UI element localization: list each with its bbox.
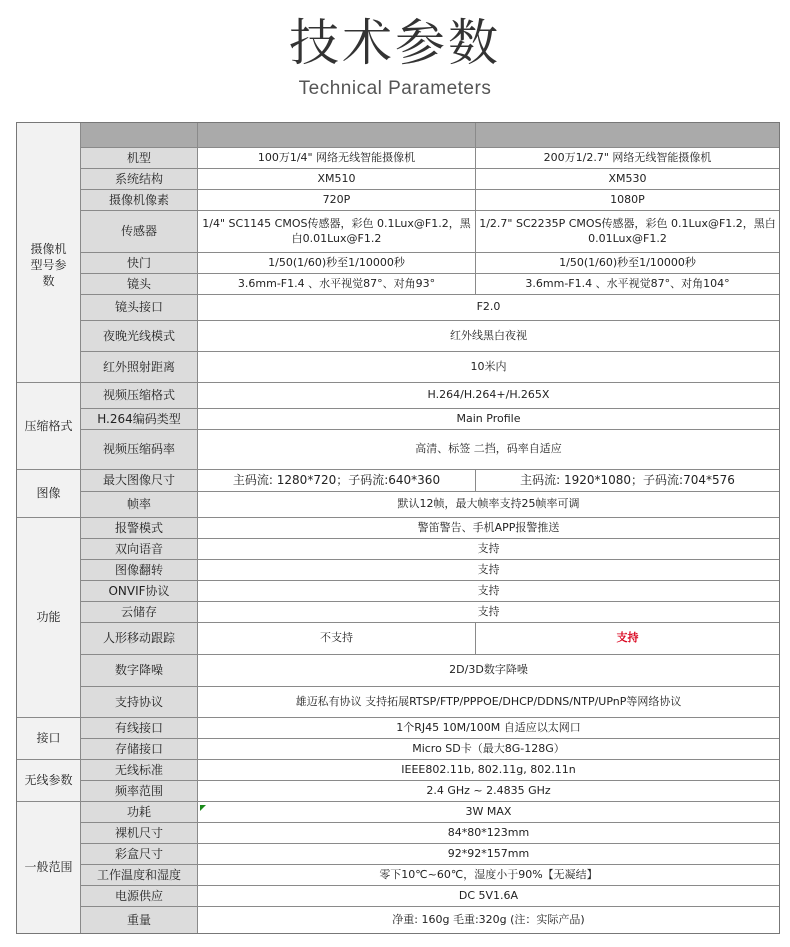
row-label: 夜晚光线模式 — [81, 321, 198, 352]
row-value-model-b: 1/50(1/60)秒至1/10000秒 — [476, 253, 779, 274]
row-value-model-b: 主码流: 1920*1080；子码流:704*576 — [476, 470, 779, 492]
row-label: 系统结构 — [81, 169, 198, 190]
group-general — [17, 802, 81, 933]
row-value: 红外线黑白夜视 — [198, 321, 779, 352]
group-image — [17, 470, 81, 518]
row-label: 视频压缩码率 — [81, 430, 198, 470]
row-label: 工作温度和湿度 — [81, 865, 198, 886]
row-value-model-a: 100万1/4" 网络无线智能摄像机 — [198, 148, 476, 169]
header-group-cell — [17, 123, 81, 148]
row-value-model-b: 200万1/2.7" 网络无线智能摄像机 — [476, 148, 779, 169]
group-label: 功能 — [36, 610, 61, 625]
group-camera-model — [17, 148, 81, 383]
row-value: 92*92*157mm — [198, 844, 779, 865]
row-value: 84*80*123mm — [198, 823, 779, 844]
row-label: 红外照射距离 — [81, 352, 198, 383]
row-value: 支持 — [198, 581, 779, 602]
header-model-a-cell — [198, 123, 476, 148]
group-interface — [17, 718, 81, 760]
corner-mark-icon — [200, 805, 206, 811]
row-value: 支持 — [198, 560, 779, 581]
group-label: 压缩格式 — [24, 418, 73, 433]
row-value: 1个RJ45 10M/100M 自适应以太网口 — [198, 718, 779, 739]
row-value-model-a: 3.6mm-F1.4 、水平视觉87°、对角93° — [198, 274, 476, 295]
row-label: 传感器 — [81, 211, 198, 253]
row-label: 电源供应 — [81, 886, 198, 907]
row-value: 雄迈私有协议 支持拓展RTSP/FTP/PPPOE/DHCP/DDNS/NTP/UPnP等网络协议 — [198, 687, 779, 718]
group-label: 无线参数 — [24, 773, 73, 788]
row-label: 摄像机像素 — [81, 190, 198, 211]
row-label: 快门 — [81, 253, 198, 274]
row-label: 镜头接口 — [81, 295, 198, 321]
group-compression — [17, 383, 81, 470]
row-label: 视频压缩格式 — [81, 383, 198, 409]
row-value: 警笛警告、手机APP报警推送 — [198, 518, 779, 539]
row-value-model-a: XM510 — [198, 169, 476, 190]
group-function — [17, 518, 81, 718]
row-value: 默认12帧，最大帧率支持25帧率可调 — [198, 492, 779, 518]
page-subtitle: Technical Parameters — [298, 78, 492, 99]
row-label: 报警模式 — [81, 518, 198, 539]
row-label: 裸机尺寸 — [81, 823, 198, 844]
header-model-b-cell — [476, 123, 779, 148]
row-label: 功耗 — [81, 802, 198, 823]
row-label: 数字降噪 — [81, 655, 198, 687]
row-value: H.264/H.264+/H.265X — [198, 383, 779, 409]
row-label: H.264编码类型 — [81, 409, 198, 430]
row-value: Micro SD卡（最大8G-128G） — [198, 739, 779, 760]
row-label: ONVIF协议 — [81, 581, 198, 602]
row-value: F2.0 — [198, 295, 779, 321]
row-value: 高清、标签 二挡，码率自适应 — [198, 430, 779, 470]
group-wireless — [17, 760, 81, 802]
row-value: 2D/3D数字降噪 — [198, 655, 779, 687]
row-value: 2.4 GHz ~ 2.4835 GHz — [198, 781, 779, 802]
header-label-cell — [81, 123, 198, 148]
row-label: 支持协议 — [81, 687, 198, 718]
group-label: 图像 — [36, 486, 61, 501]
row-label: 帧率 — [81, 492, 198, 518]
row-value-model-a: 1/50(1/60)秒至1/10000秒 — [198, 253, 476, 274]
group-label: 摄像机型号参数 — [30, 241, 67, 289]
row-value-model-a: 1/4" SC1145 CMOS传感器，彩色 0.1Lux@F1.2，黑白0.01Lux@F1.2 — [198, 211, 476, 253]
row-label: 机型 — [81, 148, 198, 169]
row-label: 最大图像尺寸 — [81, 470, 198, 492]
row-value: DC 5V1.6A — [198, 886, 779, 907]
row-label: 人形移动跟踪 — [81, 623, 198, 655]
row-value-model-a: 主码流: 1280*720；子码流:640*360 — [198, 470, 476, 492]
row-value-model-a: 不支持 — [198, 623, 476, 655]
row-value-model-b: 支持 — [476, 623, 779, 655]
row-value: 支持 — [198, 539, 779, 560]
row-label: 存储接口 — [81, 739, 198, 760]
row-value: 零下10℃~60℃，湿度小于90%【无凝结】 — [198, 865, 779, 886]
row-label: 重量 — [81, 907, 198, 933]
row-value: 3W MAX — [198, 802, 779, 823]
row-label: 彩盒尺寸 — [81, 844, 198, 865]
row-value: 10米内 — [198, 352, 779, 383]
row-label: 有线接口 — [81, 718, 198, 739]
row-value: 支持 — [198, 602, 779, 623]
page-title: 技术参数 — [289, 14, 501, 72]
row-label: 云储存 — [81, 602, 198, 623]
row-label: 频率范围 — [81, 781, 198, 802]
spec-table — [16, 122, 780, 934]
row-label: 图像翻转 — [81, 560, 198, 581]
group-label: 接口 — [36, 731, 61, 746]
row-label: 双向语音 — [81, 539, 198, 560]
group-label: 一般范围 — [24, 860, 73, 875]
row-label: 无线标准 — [81, 760, 198, 781]
row-value-model-a: 720P — [198, 190, 476, 211]
row-value-model-b: 1/2.7" SC2235P CMOS传感器，彩色 0.1Lux@F1.2，黑白0.01Lux@F1.2 — [476, 211, 779, 253]
row-label: 镜头 — [81, 274, 198, 295]
row-value-model-b: 3.6mm-F1.4 、水平视觉87°、对角104° — [476, 274, 779, 295]
row-value: Main Profile — [198, 409, 779, 430]
row-value: IEEE802.11b, 802.11g, 802.11n — [198, 760, 779, 781]
row-value-model-b: 1080P — [476, 190, 779, 211]
row-value: 净重: 160g 毛重:320g (注：实际产品) — [198, 907, 779, 933]
row-value-model-b: XM530 — [476, 169, 779, 190]
